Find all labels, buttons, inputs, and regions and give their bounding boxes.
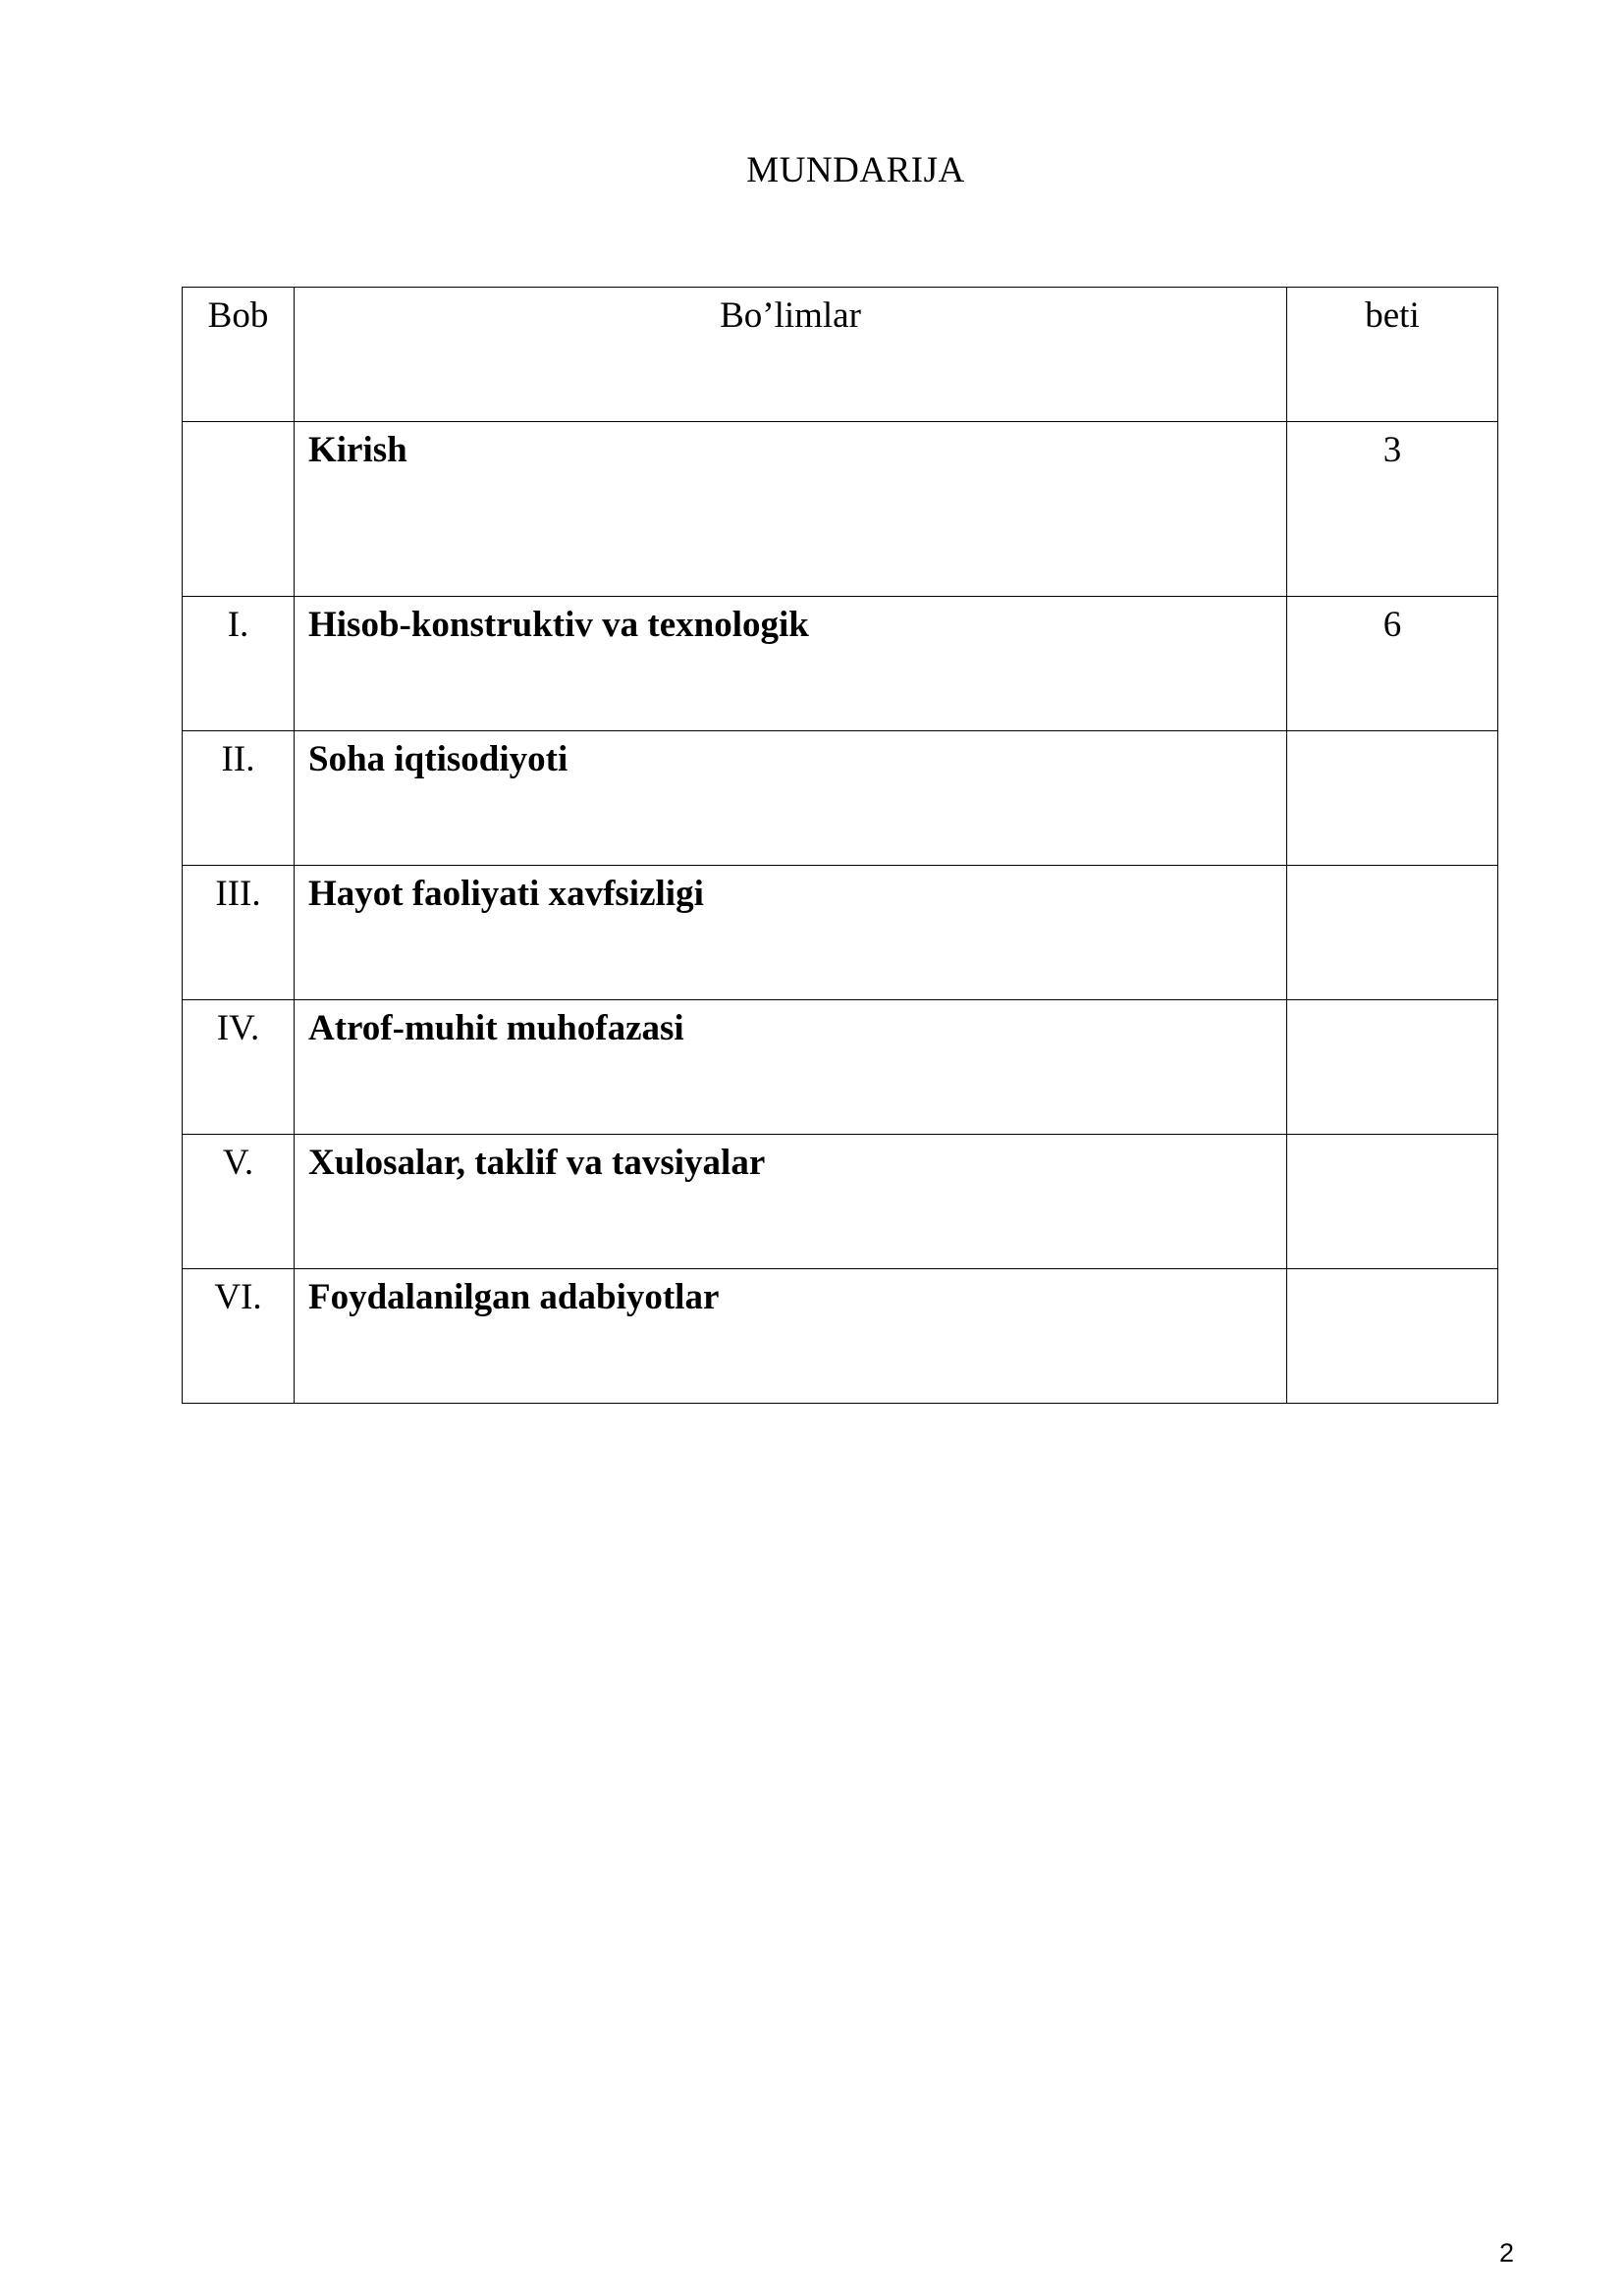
row-page-number: 6: [1382, 605, 1402, 645]
row-bob-cell: [183, 422, 295, 597]
row-section-title: Hayot faoliyati xavfsizligi: [308, 874, 704, 914]
row-section-title: Xulosalar, taklif va tavsiyalar: [308, 1143, 766, 1183]
page-title: MUNDARIJA: [746, 150, 965, 190]
table-row: [183, 597, 1498, 731]
row-section-title: Foydalanilgan adabiyotlar: [308, 1277, 720, 1317]
row-bob-cell: [183, 731, 295, 866]
table-row: [183, 731, 1498, 866]
row-bob-number: VI.: [214, 1277, 262, 1317]
row-bob-cell: [183, 1269, 295, 1404]
row-bob-number: III.: [215, 874, 261, 914]
row-page-cell: [1287, 1269, 1498, 1404]
table-row: [183, 1269, 1498, 1404]
row-section-cell: [295, 1135, 1287, 1269]
header-bob-cell: [183, 288, 295, 422]
row-page-cell: [1287, 597, 1498, 731]
row-page-number: [1287, 731, 1497, 738]
row-section-title: Soha iqtisodiyoti: [308, 739, 568, 779]
row-bob-number: I.: [227, 605, 249, 645]
row-section-cell: [295, 1000, 1287, 1135]
row-bob-cell: [183, 597, 295, 731]
table-row: [183, 422, 1498, 597]
row-page-number: [1287, 866, 1497, 873]
header-page-cell: [1287, 288, 1498, 422]
row-section-cell: [295, 731, 1287, 866]
row-section-title: Hisob-konstruktiv va texnologik: [308, 605, 809, 645]
table-header-row: [183, 288, 1498, 422]
table-of-contents: [182, 287, 1498, 1404]
table-row: [183, 866, 1498, 1000]
page-number: 2: [1499, 2238, 1515, 2268]
header-bob-label: Bob: [207, 295, 269, 336]
row-bob-number: V.: [222, 1143, 254, 1183]
row-page-cell: [1287, 866, 1498, 1000]
row-page-number: [1287, 1000, 1497, 1007]
header-section-label: Bo’limlar: [720, 295, 861, 336]
row-bob-number: [183, 422, 294, 429]
row-section-title: Atrof-muhit muhofazasi: [308, 1008, 684, 1048]
header-section-cell: [295, 288, 1287, 422]
row-bob-number: IV.: [216, 1008, 260, 1048]
row-bob-number: II.: [221, 739, 255, 779]
row-bob-cell: [183, 866, 295, 1000]
row-page-number: [1287, 1135, 1497, 1142]
table-row: [183, 1135, 1498, 1269]
row-page-number: 3: [1382, 430, 1402, 470]
row-bob-cell: [183, 1135, 295, 1269]
row-section-cell: [295, 866, 1287, 1000]
row-page-cell: [1287, 1135, 1498, 1269]
row-page-number: [1287, 1269, 1497, 1276]
row-page-cell: [1287, 1000, 1498, 1135]
row-page-cell: [1287, 731, 1498, 866]
row-section-cell: [295, 597, 1287, 731]
header-page-label: beti: [1365, 295, 1420, 336]
row-section-cell: [295, 422, 1287, 597]
row-bob-cell: [183, 1000, 295, 1135]
row-page-cell: [1287, 422, 1498, 597]
table-row: [183, 1000, 1498, 1135]
row-section-cell: [295, 1269, 1287, 1404]
row-section-title: Kirish: [308, 430, 407, 470]
